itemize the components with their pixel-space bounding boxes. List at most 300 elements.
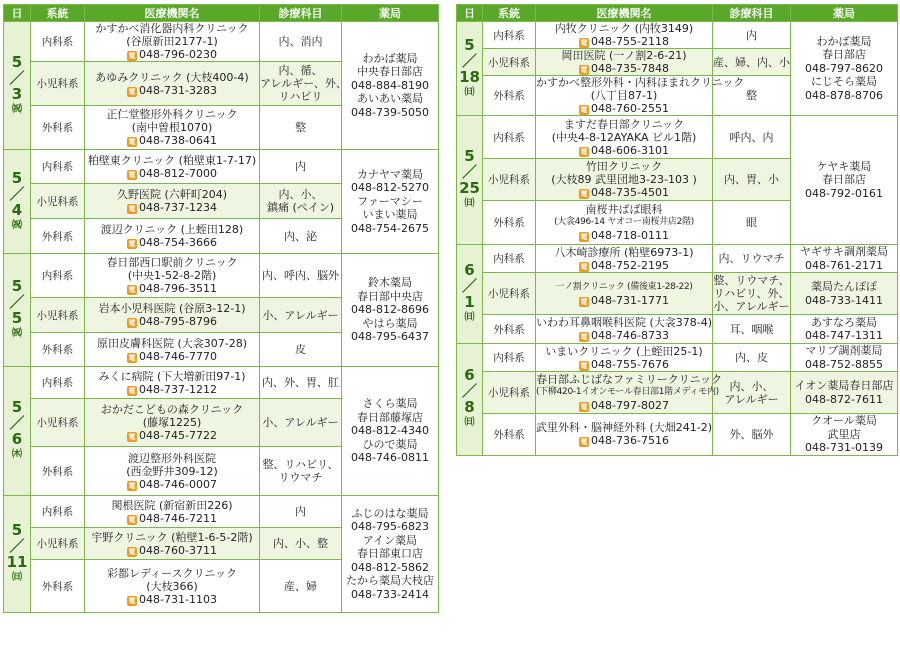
- clinic-cell: [85, 219, 260, 254]
- phone-number: [85, 429, 259, 442]
- subject-line: 耳、咽喉: [729, 322, 774, 336]
- phone-number-text: 048-745-7722: [139, 429, 217, 442]
- clinic-cell: [536, 76, 745, 116]
- date-part: 5: [11, 277, 23, 295]
- phone-icon: 電: [580, 262, 588, 271]
- header-row: [4, 5, 439, 22]
- clinic-name-line: 八木崎診療所 (粕壁6973-1): [554, 245, 694, 259]
- pharmacy-line: 春日部中央店: [357, 289, 423, 303]
- clinic-name-line: (西金野井309-12): [126, 464, 218, 478]
- phone-number-text: 048-731-1771: [591, 293, 669, 307]
- pharmacy-line: たから薬局大枝店: [346, 574, 434, 588]
- clinic-cell: [85, 560, 260, 613]
- subject-line: 整: [746, 89, 757, 102]
- date-part: ／: [461, 277, 477, 295]
- clinic-name-line: 正仁堂整形外科クリニック: [106, 108, 238, 121]
- date-part: ㈭: [12, 449, 22, 460]
- department-cell: 小児科系: [483, 273, 536, 315]
- clinic-name-line: かすかべ消化器内科クリニック: [95, 22, 249, 35]
- phone-number-text: 048-795-8796: [139, 315, 217, 328]
- pharmacy-line: イオン薬局春日部店: [794, 379, 894, 392]
- department-cell: 内科系: [483, 22, 536, 49]
- pharmacy-line: わかば薬局: [816, 34, 872, 48]
- clinic-name-line: (大衾496-14 ヤオコー南桜井店2階): [554, 217, 694, 227]
- phone-number-text: 048-731-3283: [139, 83, 217, 97]
- subject-cell: [713, 49, 791, 76]
- subject-line: 整、リハビリ、: [262, 458, 339, 471]
- clinic-name-line: いまいクリニック (上蛭田25-1): [545, 344, 703, 358]
- phone-number: [536, 434, 712, 447]
- phone-icon: 電: [580, 39, 588, 47]
- pharmacy-cell: [342, 22, 439, 150]
- phone-number-text: 048-796-3511: [139, 282, 217, 295]
- pharmacy-line: 春日部藤塚店: [357, 410, 423, 424]
- date-part: 5: [11, 521, 23, 539]
- pharmacy-line: 048-731-0139: [805, 441, 883, 454]
- pharmacy-line: 048-733-2414: [351, 587, 429, 601]
- pharmacy-line: 春日部店: [822, 48, 866, 62]
- phone-icon: 電: [580, 106, 588, 114]
- phone-icon: 電: [128, 481, 136, 490]
- subject-cell: [260, 528, 342, 560]
- clinic-cell: [85, 496, 260, 528]
- date-part: ／: [9, 293, 25, 311]
- clinic-name-line: 岡田医院 (一ノ割2-6-21): [561, 49, 687, 62]
- table-row: [4, 367, 439, 399]
- department-cell: 内科系: [483, 344, 536, 372]
- phone-number-text: 048-796-0230: [139, 48, 217, 61]
- phone-number-text: 048-746-7211: [139, 511, 217, 525]
- date-part: ／: [461, 382, 477, 401]
- date-part: 3: [11, 84, 23, 103]
- date-cell: [457, 116, 483, 245]
- department-cell: 外科系: [483, 315, 536, 344]
- subject-cell: [713, 273, 791, 315]
- phone-number-text: 048-736-7516: [591, 434, 669, 448]
- phone-icon: 電: [128, 286, 136, 294]
- pharmacy-line: マリブ調剤薬局: [805, 344, 883, 357]
- subject-cell: [260, 333, 342, 367]
- subject-line: アレルギー、外、: [260, 77, 347, 90]
- pharmacy-cell: [342, 367, 439, 496]
- phone-number: [85, 544, 259, 557]
- pharmacy-line: ヤギサキ調剤薬局: [800, 245, 888, 258]
- department-cell: 小児科系: [31, 184, 85, 219]
- date-part: ㈷: [12, 103, 22, 115]
- subject-cell: [260, 150, 342, 184]
- phone-icon: 電: [580, 361, 588, 370]
- pharmacy-line: あいあい薬局: [357, 92, 423, 106]
- date-part: 5: [11, 168, 23, 187]
- pharmacy-line: 048-795-6823: [351, 520, 429, 534]
- phone-number-text: 048-731-1103: [139, 592, 217, 606]
- clinic-cell: [536, 22, 713, 49]
- phone-number-text: 048-746-7770: [139, 349, 217, 363]
- department-cell: 小児科系: [31, 528, 85, 560]
- clinic-name-line: おかだこどもの森クリニック: [100, 403, 244, 416]
- clinic-cell: [536, 116, 713, 159]
- clinic-name-line: 内牧クリニック (内牧3149): [554, 22, 694, 35]
- department-cell: 内科系: [31, 22, 85, 62]
- pharmacy-line: 048-752-8855: [805, 357, 883, 371]
- subject-cell: [713, 344, 791, 372]
- phone-number-text: 048-746-8733: [591, 329, 669, 342]
- clinic-cell: [536, 414, 713, 456]
- department-cell: 内科系: [31, 367, 85, 399]
- clinic-cell: [85, 150, 260, 184]
- subject-cell: [260, 298, 342, 333]
- pharmacy-line: 048-733-1411: [805, 293, 883, 307]
- pharmacy-line: ケヤキ薬局: [816, 159, 872, 173]
- clinic-name-line: 渡辺整形外科医院: [128, 451, 216, 465]
- subject-cell: [260, 447, 342, 496]
- table-row: [457, 245, 898, 273]
- department-cell: 外科系: [483, 201, 536, 245]
- clinic-name-line: (中央4-8-12AYAKA ビル1階): [551, 130, 697, 144]
- table-row: [457, 273, 898, 315]
- phone-icon: 電: [128, 205, 136, 213]
- clinic-cell: [85, 184, 260, 219]
- clinic-name-line: いわわ耳鼻咽喉科医院 (大衾378-4): [536, 316, 713, 329]
- schedule-table-right: [456, 4, 898, 456]
- phone-number: [536, 294, 712, 307]
- phone-icon: 電: [128, 240, 136, 248]
- clinic-cell: [85, 106, 260, 150]
- phone-number: [85, 478, 259, 491]
- subject-cell: [713, 315, 791, 344]
- date-part: ／: [9, 414, 25, 432]
- phone-icon: 電: [128, 353, 136, 362]
- pharmacy-line: 鈴木薬局: [368, 276, 412, 290]
- phone-number-text: 048-718-0111: [591, 229, 669, 242]
- pharmacy-cell: [791, 414, 898, 456]
- subject-cell: [260, 496, 342, 528]
- clinic-cell: [85, 298, 260, 333]
- clinic-name-line: (八丁目87-1): [590, 89, 658, 102]
- phone-number-text: 048-737-1212: [139, 382, 217, 396]
- pharmacy-line: クオール薬局: [811, 414, 877, 427]
- phone-number-text: 048-760-2551: [591, 102, 669, 115]
- phone-number: [536, 329, 712, 342]
- phone-icon: 電: [128, 138, 136, 146]
- subject-line: 内、リウマチ: [718, 252, 785, 265]
- subject-line: リウマチ: [278, 471, 323, 484]
- clinic-name-line: 宇野クリニック (粕壁1-6-5-2階): [91, 530, 253, 544]
- pharmacy-line: 048-739-5050: [351, 105, 429, 119]
- date-part: 5: [464, 147, 475, 165]
- pharmacy-line: 048-792-0161: [805, 186, 883, 200]
- pharmacy-cell: [791, 372, 898, 414]
- phone-number-text: 048-746-0007: [139, 477, 217, 491]
- subject-cell: [713, 159, 791, 201]
- phone-icon: 電: [580, 66, 588, 74]
- pharmacy-cell: [791, 116, 898, 245]
- table-row: [457, 315, 898, 344]
- subject-line: 鎮痛 (ペイン): [266, 201, 335, 214]
- header-clinic: 医療機関名: [536, 5, 713, 22]
- date-part: 1: [464, 293, 475, 311]
- clinic-name-line: 春日部ふじばなファミリークリニック: [536, 373, 723, 386]
- pharmacy-line: アイン薬局: [362, 533, 417, 547]
- clinic-cell: [85, 22, 260, 62]
- phone-number: [536, 62, 712, 75]
- phone-number: [536, 186, 712, 199]
- pharmacy-line: 048-884-8190: [351, 78, 429, 92]
- department-cell: 内科系: [483, 116, 536, 159]
- date-part: 25: [459, 179, 480, 197]
- department-cell: 外科系: [31, 219, 85, 254]
- department-cell: 外科系: [31, 447, 85, 496]
- header-row: [457, 5, 898, 22]
- pharmacy-line: 048-797-8620: [805, 61, 883, 75]
- subject-line: 内: [746, 28, 757, 42]
- date-part: 4: [11, 200, 23, 219]
- pharmacy-line: 春日部東口店: [357, 547, 423, 561]
- phone-icon: 電: [580, 190, 588, 198]
- subject-line: 産、婦: [284, 579, 317, 593]
- date-part: ／: [9, 68, 25, 87]
- phone-number: [85, 315, 259, 328]
- phone-number-text: 048-755-2118: [591, 35, 669, 48]
- clinic-name-line: (下柳420-1イオンモール春日部1階メディモ内): [536, 387, 719, 397]
- date-part: 5: [464, 35, 475, 54]
- date-cell: [4, 496, 31, 613]
- phone-number-text: 048-752-2195: [591, 258, 669, 272]
- subject-cell: [713, 245, 791, 273]
- phone-number-text: 048-760-3711: [139, 543, 217, 557]
- subject-line: 内、皮: [735, 351, 768, 364]
- date-part: ／: [461, 163, 477, 181]
- phone-icon: 電: [580, 438, 588, 447]
- pharmacy-cell: [791, 315, 898, 344]
- clinic-name-line: 春日部西口駅前クリニック: [106, 256, 238, 269]
- phone-number-text: 048-606-3101: [591, 143, 669, 157]
- clinic-cell: [85, 447, 260, 496]
- subject-line: 整: [295, 121, 306, 134]
- date-part: ／: [9, 537, 25, 555]
- pharmacy-line: 048-878-8706: [805, 88, 883, 102]
- phone-number: [85, 350, 259, 363]
- subject-line: 内、消内: [278, 35, 323, 48]
- phone-number-text: 048-755-7676: [591, 357, 669, 371]
- subject-line: 内、胃、小: [724, 173, 779, 186]
- pharmacy-line: いまい薬局: [362, 208, 418, 222]
- clinic-cell: [85, 62, 260, 106]
- pharmacy-line: にじそら薬局: [811, 75, 877, 89]
- subject-line: 小、アレルギー: [262, 308, 339, 322]
- pharmacy-line: 048-812-5862: [351, 560, 429, 574]
- department-cell: 小児科系: [483, 159, 536, 201]
- clinic-name-line: かすかべ整形外科・内科ほまれクリニック: [536, 76, 745, 89]
- clinic-name-line: 彩都レディースクリニック: [107, 566, 237, 580]
- pharmacy-line: さくら薬局: [362, 397, 418, 411]
- header-clinic: 医療機関名: [85, 5, 260, 22]
- subject-line: 整、リウマチ、: [713, 274, 790, 287]
- phone-number: [85, 84, 259, 97]
- pharmacy-cell: [791, 273, 898, 315]
- clinic-cell: [536, 273, 713, 315]
- subject-line: 内、小、: [729, 379, 774, 393]
- pharmacy-line: 048-761-2171: [805, 258, 883, 272]
- subject-cell: [713, 116, 791, 159]
- clinic-name-line: 関根医院 (新宿新田226): [111, 498, 233, 512]
- header-day: 日: [457, 5, 483, 22]
- pharmacy-cell: [791, 22, 898, 116]
- clinic-name-line: 一ノ割クリニック (備後東1-28-22): [555, 281, 693, 292]
- date-part: ㈰: [464, 198, 475, 209]
- header-day: 日: [4, 5, 31, 22]
- phone-icon: 電: [128, 547, 136, 556]
- date-part: 6: [11, 430, 23, 448]
- pharmacy-line: 武里店: [827, 427, 861, 441]
- clinic-cell: [85, 254, 260, 298]
- phone-number-text: 048-797-8027: [591, 399, 669, 412]
- date-part: ㈷: [12, 219, 22, 231]
- clinic-name-line: 渡辺クリニック (上蛭田128): [100, 223, 244, 236]
- pharmacy-line: 048-746-0811: [351, 451, 429, 465]
- subject-line: 眼: [746, 216, 757, 229]
- phone-icon: 電: [580, 297, 588, 306]
- phone-number: [85, 167, 259, 180]
- date-part: ㈰: [464, 86, 475, 98]
- clinic-cell: [85, 367, 260, 399]
- phone-icon: 電: [128, 319, 136, 327]
- date-part: ㈷: [12, 328, 22, 339]
- phone-number: [536, 102, 712, 115]
- phone-icon: 電: [128, 87, 136, 96]
- phone-icon: 電: [128, 52, 136, 60]
- header-pharmacy: 薬局: [791, 5, 898, 22]
- header-subject: 診療科目: [713, 5, 791, 22]
- pharmacy-line: 048-872-7611: [805, 392, 883, 406]
- subject-cell: [260, 367, 342, 399]
- clinic-name-line: 竹田クリニック: [585, 160, 663, 173]
- date-part: ㈰: [12, 572, 22, 583]
- department-cell: 小児科系: [31, 62, 85, 106]
- date-part: 8: [464, 398, 475, 417]
- subject-cell: [260, 254, 342, 298]
- department-cell: 小児科系: [483, 372, 536, 414]
- pharmacy-line: 048-812-5270: [351, 181, 429, 195]
- date-cell: [4, 150, 31, 254]
- pharmacy-line: ふじのはな薬局: [351, 506, 429, 520]
- phone-icon: 電: [128, 170, 136, 179]
- subject-line: 内: [295, 505, 306, 518]
- date-part: 5: [11, 52, 23, 71]
- clinic-cell: [85, 333, 260, 367]
- pharmacy-cell: [791, 344, 898, 372]
- pharmacy-line: 中央春日部店: [357, 65, 423, 79]
- phone-number-text: 048-737-1234: [139, 201, 217, 214]
- clinic-name-line: (南中曽根1070): [131, 121, 213, 134]
- date-part: 11: [6, 553, 28, 571]
- clinic-name-line: (藤塚1225): [142, 416, 202, 429]
- phone-number: [85, 48, 259, 61]
- phone-icon: 電: [580, 147, 588, 156]
- clinic-name-line: (谷原新田2177-1): [126, 35, 218, 48]
- clinic-name-line: 久野医院 (六軒町204): [116, 188, 228, 201]
- date-part: ㈰: [464, 417, 475, 429]
- clinic-name-line: 武里外科・脳神経外科 (大畑241-2): [536, 421, 713, 435]
- header-dept: 系統: [31, 5, 85, 22]
- table-row: [457, 372, 898, 414]
- phone-icon: 電: [580, 333, 588, 341]
- table-row: [457, 22, 898, 49]
- table-row: [4, 150, 439, 184]
- phone-number: [85, 134, 259, 147]
- subject-cell: [713, 414, 791, 456]
- subject-line: 産、婦、内、小: [713, 55, 790, 69]
- phone-number: [85, 593, 259, 606]
- phone-number: [85, 282, 259, 295]
- department-cell: 外科系: [483, 76, 536, 116]
- subject-cell: [713, 22, 791, 49]
- clinic-cell: [536, 201, 713, 245]
- phone-number: [85, 383, 259, 396]
- pharmacy-line: 薬局たんぽぽ: [811, 280, 877, 293]
- clinic-cell: [85, 399, 260, 447]
- phone-number-text: 048-735-4501: [591, 186, 669, 199]
- table-row: [4, 22, 439, 62]
- department-cell: 内科系: [31, 150, 85, 184]
- date-part: ／: [461, 51, 477, 70]
- subject-line: 内: [295, 160, 306, 173]
- pharmacy-line: わかば薬局: [362, 51, 418, 65]
- pharmacy-line: カナヤマ薬局: [357, 167, 423, 181]
- pharmacy-line: あすなろ薬局: [811, 315, 877, 329]
- subject-line: リハビリ: [278, 90, 323, 103]
- clinic-name-line: (中央1-52-8-2階): [127, 269, 217, 282]
- pharmacy-line: 048-812-8696: [351, 303, 429, 317]
- pharmacy-line: 春日部店: [822, 173, 866, 187]
- date-cell: [457, 22, 483, 116]
- clinic-name-line: ますだ春日部クリニック: [563, 117, 685, 131]
- phone-number-text: 048-735-7848: [591, 62, 669, 75]
- header-subject: 診療科目: [260, 5, 342, 22]
- header-dept: 系統: [483, 5, 536, 22]
- date-part: 6: [464, 366, 475, 385]
- date-part: 18: [459, 67, 480, 86]
- pharmacy-line: ファーマシー: [357, 194, 423, 208]
- subject-line: 小、アレルギー: [262, 416, 339, 429]
- subject-line: 内、小、整: [273, 537, 328, 550]
- table-row: [4, 496, 439, 528]
- date-cell: [457, 344, 483, 456]
- date-cell: [4, 367, 31, 496]
- phone-icon: 電: [128, 515, 136, 524]
- pharmacy-line: 048-754-2675: [351, 221, 429, 235]
- clinic-cell: [536, 372, 723, 414]
- subject-line: アレルギー: [724, 392, 779, 406]
- phone-number: [536, 229, 712, 242]
- subject-line: 内、小、: [278, 188, 323, 201]
- department-cell: 内科系: [31, 496, 85, 528]
- subject-line: 内、外、胃、肛: [262, 376, 339, 389]
- date-part: 5: [11, 309, 23, 327]
- subject-line: 小、アレルギー: [713, 300, 790, 313]
- clinic-name-line: 岩本小児科医院 (谷原3-12-1): [98, 302, 246, 315]
- phone-number-text: 048-738-0641: [139, 134, 217, 147]
- subject-cell: [260, 22, 342, 62]
- subject-line: 内、呼内、脳外: [262, 269, 339, 282]
- phone-icon: 電: [128, 386, 136, 395]
- pharmacy-line: 048-747-1311: [805, 329, 883, 342]
- phone-number: [536, 144, 712, 157]
- phone-number: [536, 35, 712, 48]
- clinic-name-line: みくに病院 (下大増新田97-1): [98, 369, 246, 383]
- subject-cell: [713, 201, 791, 245]
- subject-cell: [260, 106, 342, 150]
